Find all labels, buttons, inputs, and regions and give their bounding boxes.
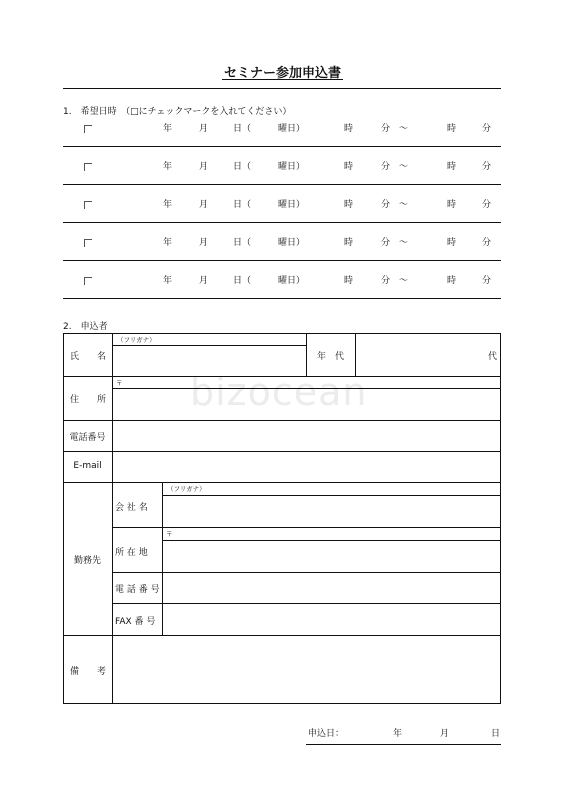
- date-tilde-label: 〜: [399, 238, 409, 248]
- application-date-month: 月: [440, 729, 450, 739]
- name-row-bottom: [63, 376, 501, 377]
- company-label: 会 社 名: [115, 503, 148, 513]
- date-weekday-label: 曜日）: [278, 124, 306, 134]
- date-option-checkbox[interactable]: [84, 239, 92, 247]
- work-phone-label: 電 話 番 号: [115, 585, 160, 595]
- date-month-label: 月: [199, 124, 209, 134]
- date-tilde-label: 〜: [399, 200, 409, 210]
- date-option-checkbox[interactable]: [84, 201, 92, 209]
- company-field[interactable]: [163, 496, 501, 527]
- location-label: 所 在 地: [115, 548, 148, 558]
- date-min1-label: 分: [381, 200, 391, 210]
- date-hour2-label: 時: [447, 276, 457, 286]
- date-option-row: [63, 185, 501, 223]
- date-min1-label: 分: [381, 162, 391, 172]
- date-option-row: [63, 261, 501, 299]
- date-hour2-label: 時: [447, 200, 457, 210]
- date-option-checkbox[interactable]: [84, 163, 92, 171]
- date-hour1-label: 時: [344, 238, 354, 248]
- date-hour1-label: 時: [344, 124, 354, 134]
- date-month-label: 月: [199, 200, 209, 210]
- date-day-label: 日（: [233, 162, 252, 172]
- work-phone-field[interactable]: [163, 573, 501, 603]
- remarks-label: 備 考: [69, 667, 106, 677]
- age-suffix: 代: [488, 352, 498, 362]
- date-year-label: 年: [163, 276, 173, 286]
- date-hour2-label: 時: [447, 162, 457, 172]
- date-day-label: 日（: [233, 124, 252, 134]
- name-label: 氏 名: [69, 352, 106, 362]
- date-weekday-label: 曜日）: [278, 276, 306, 286]
- email-label: E-mail: [73, 461, 102, 471]
- date-hour1-label: 時: [344, 200, 354, 210]
- fax-label: FAX 番 号: [115, 617, 156, 627]
- age-field[interactable]: [356, 334, 500, 376]
- title-rule: [63, 88, 501, 89]
- date-year-label: 年: [163, 200, 173, 210]
- date-option-row: [63, 109, 501, 147]
- application-date-day: 日: [491, 729, 501, 739]
- company-furigana: （フリガナ）: [167, 485, 206, 493]
- workplace-label: 勤務先: [73, 556, 101, 566]
- email-field[interactable]: [112, 452, 501, 482]
- work-postal-mark: 〒: [166, 530, 173, 538]
- location-field[interactable]: [163, 541, 501, 572]
- date-day-label: 日（: [233, 276, 252, 286]
- section1-heading: 1. 希望日時 （□にチェックマークを入れてください）: [63, 107, 292, 117]
- date-tilde-label: 〜: [399, 276, 409, 286]
- date-min1-label: 分: [381, 124, 391, 134]
- address-label: 住 所: [69, 395, 106, 405]
- date-tilde-label: 〜: [399, 124, 409, 134]
- date-min2-label: 分: [482, 200, 492, 210]
- remarks-field[interactable]: [113, 636, 500, 703]
- date-tilde-label: 〜: [399, 162, 409, 172]
- date-day-label: 日（: [233, 200, 252, 210]
- date-month-label: 月: [199, 276, 209, 286]
- email-row-bottom: [63, 482, 501, 483]
- date-option-checkbox[interactable]: [84, 277, 92, 285]
- date-day-label: 日（: [233, 238, 252, 248]
- date-option-checkbox[interactable]: [84, 125, 92, 133]
- date-min1-label: 分: [381, 238, 391, 248]
- application-date-underline: [306, 744, 501, 745]
- date-year-label: 年: [163, 238, 173, 248]
- address-field[interactable]: [112, 389, 501, 420]
- date-weekday-label: 曜日）: [278, 162, 306, 172]
- date-option-row: [63, 147, 501, 185]
- date-hour1-label: 時: [344, 276, 354, 286]
- date-weekday-label: 曜日）: [278, 238, 306, 248]
- phone-field[interactable]: [112, 421, 501, 451]
- phone-label: 電話番号: [69, 433, 106, 443]
- date-hour1-label: 時: [344, 162, 354, 172]
- date-hour2-label: 時: [447, 238, 457, 248]
- fax-field[interactable]: [163, 604, 501, 635]
- name-field[interactable]: [112, 346, 306, 375]
- postal-mark: 〒: [116, 379, 123, 387]
- section2-heading: 2. 申込者: [63, 322, 108, 332]
- age-label: 年 代: [316, 352, 344, 362]
- date-weekday-label: 曜日）: [278, 200, 306, 210]
- date-min1-label: 分: [381, 276, 391, 286]
- date-min2-label: 分: [482, 124, 492, 134]
- document-title: セミナー参加申込書: [223, 66, 341, 81]
- date-month-label: 月: [199, 238, 209, 248]
- application-date-field[interactable]: [350, 720, 500, 742]
- application-date-label: 申込日：: [308, 729, 345, 739]
- watermark-logo: bizocean: [190, 370, 368, 414]
- application-date-year: 年: [393, 729, 403, 739]
- date-month-label: 月: [199, 162, 209, 172]
- date-min2-label: 分: [482, 276, 492, 286]
- date-min2-label: 分: [482, 162, 492, 172]
- date-row-underline: [63, 298, 501, 299]
- date-year-label: 年: [163, 124, 173, 134]
- table-left-line: [63, 333, 64, 703]
- name-furigana: （フリガナ）: [117, 336, 156, 344]
- date-option-row: [63, 223, 501, 261]
- table-bottom-line: [63, 703, 501, 704]
- date-hour2-label: 時: [447, 124, 457, 134]
- date-year-label: 年: [163, 162, 173, 172]
- company-row-bottom: [112, 527, 501, 528]
- title-underline: [222, 79, 343, 80]
- date-min2-label: 分: [482, 238, 492, 248]
